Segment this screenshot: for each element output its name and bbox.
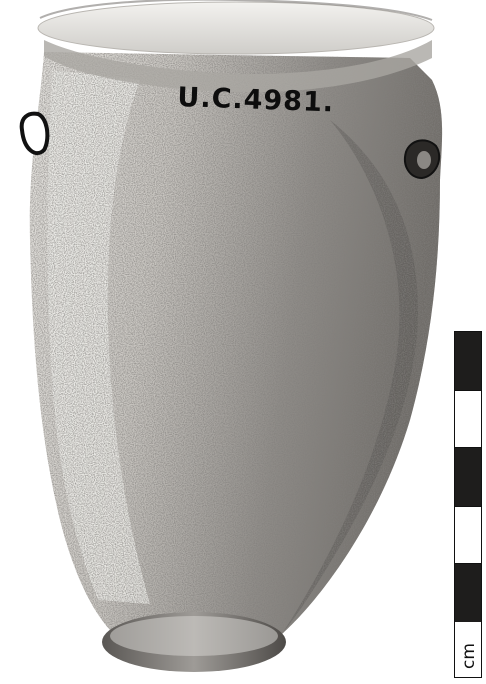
scale-segment-dark bbox=[455, 448, 481, 506]
scale-segment-dark bbox=[455, 332, 481, 390]
vessel-texture bbox=[30, 52, 442, 634]
vessel-rim bbox=[38, 2, 434, 54]
scale-unit-text: cm bbox=[459, 643, 480, 669]
scale-segment-light bbox=[455, 390, 481, 448]
scale-segment-dark bbox=[455, 564, 481, 622]
scale-bar bbox=[454, 331, 482, 678]
accession-number-label: U.C.4981. bbox=[176, 82, 335, 119]
lug-handle-left bbox=[22, 114, 48, 153]
scale-segment-light bbox=[455, 506, 481, 564]
scale-unit-label bbox=[459, 638, 479, 674]
